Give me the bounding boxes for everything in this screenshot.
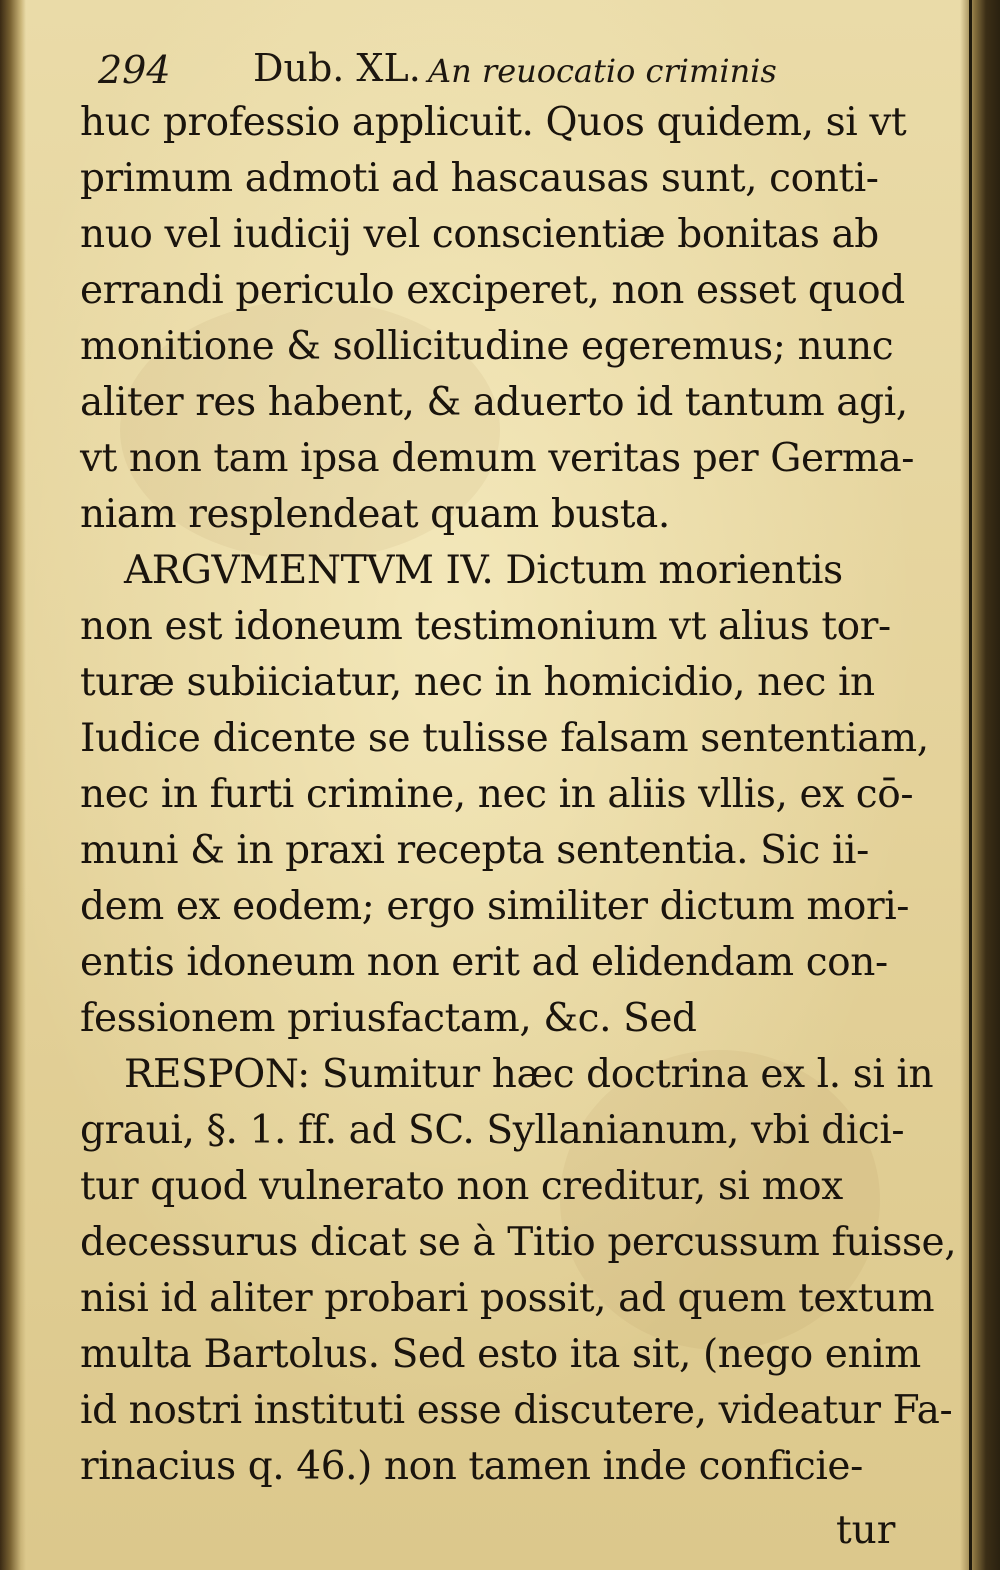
header-title: Dub. XL. bbox=[253, 46, 421, 90]
binding-edge-left bbox=[0, 0, 26, 1570]
text-line: non est idoneum testimonium vt alius tor- bbox=[80, 604, 891, 649]
text-line: multa Bartolus. Sed esto ita sit, (nego enim bbox=[80, 1332, 921, 1377]
text-line: nec in furti crimine, nec in aliis vllis, ex cō- bbox=[80, 772, 914, 817]
text-line: Iudice dicente se tulisse falsam sententiam, bbox=[80, 716, 929, 761]
text-line: id nostri instituti esse discutere, videatur Fa- bbox=[80, 1388, 953, 1433]
catchword: tur bbox=[836, 1508, 896, 1553]
text-line: muni & in praxi recepta sententia. Sic ii- bbox=[80, 828, 869, 873]
text-line: dem ex eodem; ergo similiter dictum mori- bbox=[80, 884, 910, 929]
text-line: RESPON: Sumitur hæc doctrina ex l. si in bbox=[124, 1052, 934, 1097]
running-header bbox=[98, 38, 918, 98]
text-line: graui, §. 1. ff. ad SC. Syllanianum, vbi dici- bbox=[80, 1108, 905, 1153]
text-line: monitione & sollicitudine egeremus; nunc bbox=[80, 324, 894, 369]
page-edge-right bbox=[960, 0, 1000, 1570]
text-line: ARGVMENTVM IV. Dictum morientis bbox=[124, 548, 843, 593]
text-line: fessionem priusfactam, &c. Sed bbox=[80, 996, 697, 1041]
text-line: primum admoti ad hascausas sunt, conti- bbox=[80, 156, 879, 201]
text-line: huc professio applicuit. Quos quidem, si vt bbox=[80, 100, 907, 145]
text-line: rinacius q. 46.) non tamen inde conficie- bbox=[80, 1444, 863, 1489]
text-line: entis idoneum non erit ad elidendam con- bbox=[80, 940, 888, 985]
text-line: niam resplendeat quam busta. bbox=[80, 492, 670, 537]
text-line: decessurus dicat se à Titio percussum fuisse, bbox=[80, 1220, 957, 1265]
text-line: vt non tam ipsa demum veritas per Germa- bbox=[80, 436, 915, 481]
text-line: turæ subiiciatur, nec in homicidio, nec in bbox=[80, 660, 875, 705]
header-subtitle: An reuocatio criminis bbox=[428, 52, 777, 90]
text-line: errandi periculo exciperet, non esset quod bbox=[80, 268, 905, 313]
page-number: 294 bbox=[98, 48, 171, 92]
text-line: nuo vel iudicij vel conscientiæ bonitas ab bbox=[80, 212, 879, 257]
page-edge-line bbox=[969, 0, 972, 1570]
text-line: nisi id aliter probari possit, ad quem textum bbox=[80, 1276, 935, 1321]
text-line: aliter res habent, & aduerto id tantum agi, bbox=[80, 380, 908, 425]
text-line: tur quod vulnerato non creditur, si mox bbox=[80, 1164, 843, 1209]
